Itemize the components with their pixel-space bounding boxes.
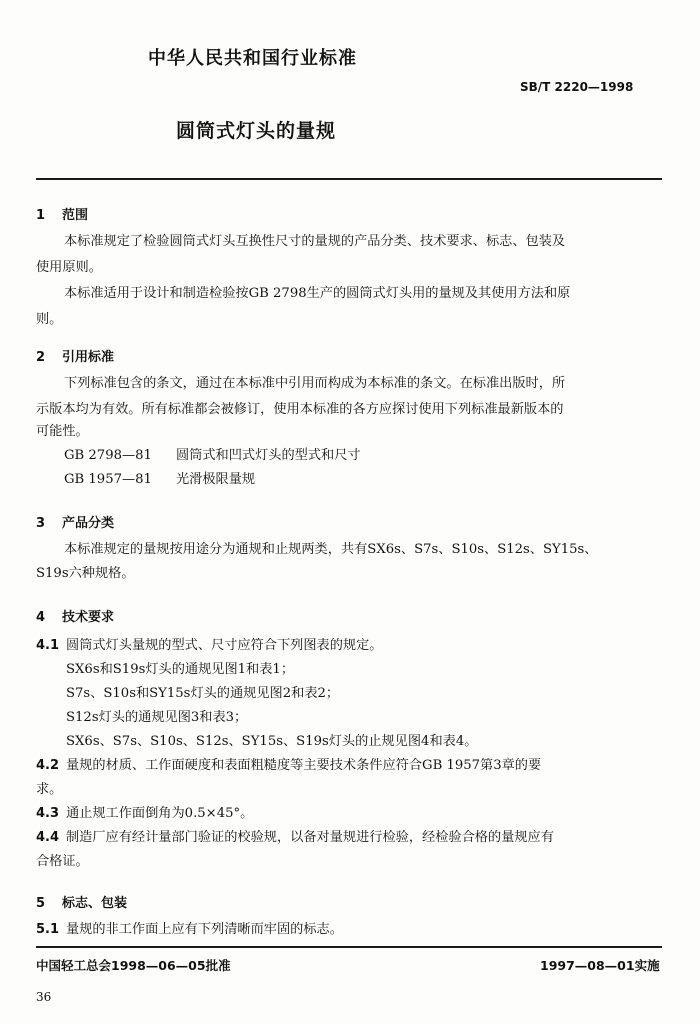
top-rule <box>36 178 662 180</box>
section-number: 4 <box>36 610 46 625</box>
implementation-date: 1997—08—01实施 <box>540 958 660 973</box>
clause-4-2 <box>36 758 541 774</box>
s1-para2-line2: 则。 <box>36 312 63 327</box>
s1-para1-line2: 使用原则。 <box>36 260 102 275</box>
clause-text: 圆筒式灯头量规的型式、尺寸应符合下列图表的规定。 <box>66 638 383 653</box>
s2-para-line2: 示版本均为有效。所有标准都会被修订，使用本标准的各方应探讨使用下列标准最新版本的 <box>36 402 564 417</box>
section-2-heading <box>36 346 114 365</box>
section-title: 范围 <box>62 208 89 223</box>
clause-text: 通止规工作面倒角为0.5×45°。 <box>66 806 254 821</box>
s1-para1-line1: 本标准规定了检验圆筒式灯头互换性尺寸的量规的产品分类、技术要求、标志、包装及 <box>64 234 566 249</box>
section-title: 产品分类 <box>62 516 115 531</box>
clause-4-3 <box>36 806 253 822</box>
section-3-heading <box>36 512 114 531</box>
section-number: 1 <box>36 208 46 223</box>
section-number: 5 <box>36 896 46 911</box>
clause-text: 制造厂应有经计量部门验证的校验规，以备对量规进行检验，经检验合格的量规应有 <box>66 830 554 845</box>
ref-title: 圆筒式和凹式灯头的型式和尺寸 <box>176 448 361 463</box>
s3-para-line2: S19s六种规格。 <box>36 566 135 581</box>
section-4-heading <box>36 606 114 625</box>
clause-text: 量规的非工作面上应有下列清晰而牢固的标志。 <box>66 922 343 937</box>
ref-title: 光滑极限量规 <box>176 472 256 487</box>
clause-number: 4.3 <box>36 806 60 821</box>
clause-4-1-item: SX6s和S19s灯头的通规见图1和表1； <box>66 662 295 677</box>
section-number: 2 <box>36 350 46 365</box>
s1-para2-line1: 本标准适用于设计和制造检验按GB 2798生产的圆筒式灯头用的量规及其使用方法和原 <box>64 286 571 301</box>
section-5-heading <box>36 892 127 911</box>
s2-para-line1: 下列标准包含的条文，通过在本标准中引用而构成为本标准的条文。在标准出版时，所 <box>64 376 566 391</box>
section-title: 技术要求 <box>62 610 115 625</box>
ref-item <box>64 448 361 464</box>
standard-number: SB/T 2220—1998 <box>520 80 634 94</box>
clause-4-1-item: S12s灯头的通规见图3和表3； <box>66 710 248 725</box>
clause-4-4 <box>36 830 554 846</box>
section-1-heading <box>36 204 88 223</box>
section-title: 标志、包装 <box>62 896 128 911</box>
clause-number: 4.4 <box>36 830 60 845</box>
clause-5-1 <box>36 922 343 938</box>
clause-text: 量规的材质、工作面硬度和表面粗糙度等主要技术条件应符合GB 1957第3章的要 <box>66 758 542 773</box>
clause-4-4-line2: 合格证。 <box>36 854 89 869</box>
doc-title: 圆筒式灯头的量规 <box>176 120 337 142</box>
page-number: 36 <box>36 990 52 1004</box>
bottom-rule <box>36 946 662 948</box>
clause-4-2-line2: 求。 <box>36 782 63 797</box>
ref-code: GB 2798—81 <box>64 448 152 463</box>
clause-4-1 <box>36 638 383 654</box>
org-title: 中华人民共和国行业标准 <box>148 48 357 69</box>
clause-4-1-item: S7s、S10s和SY15s灯头的通规见图2和表2； <box>66 686 340 701</box>
approval-date: 中国轻工总会1998—06—05批准 <box>36 958 231 973</box>
clause-4-1-item: SX6s、S7s、S10s、S12s、SY15s、S19s灯头的止规见图4和表4。 <box>66 734 478 749</box>
clause-number: 4.1 <box>36 638 60 653</box>
ref-item <box>64 472 255 488</box>
section-title: 引用标准 <box>62 350 115 365</box>
s2-para-line3: 可能性。 <box>36 424 89 439</box>
ref-code: GB 1957—81 <box>64 472 152 487</box>
clause-number: 5.1 <box>36 922 60 937</box>
clause-number: 4.2 <box>36 758 60 773</box>
section-number: 3 <box>36 516 46 531</box>
s3-para-line1: 本标准规定的量规按用途分为通规和止规两类，共有SX6s、S7s、S10s、S12s、SY15s、 <box>64 542 598 557</box>
